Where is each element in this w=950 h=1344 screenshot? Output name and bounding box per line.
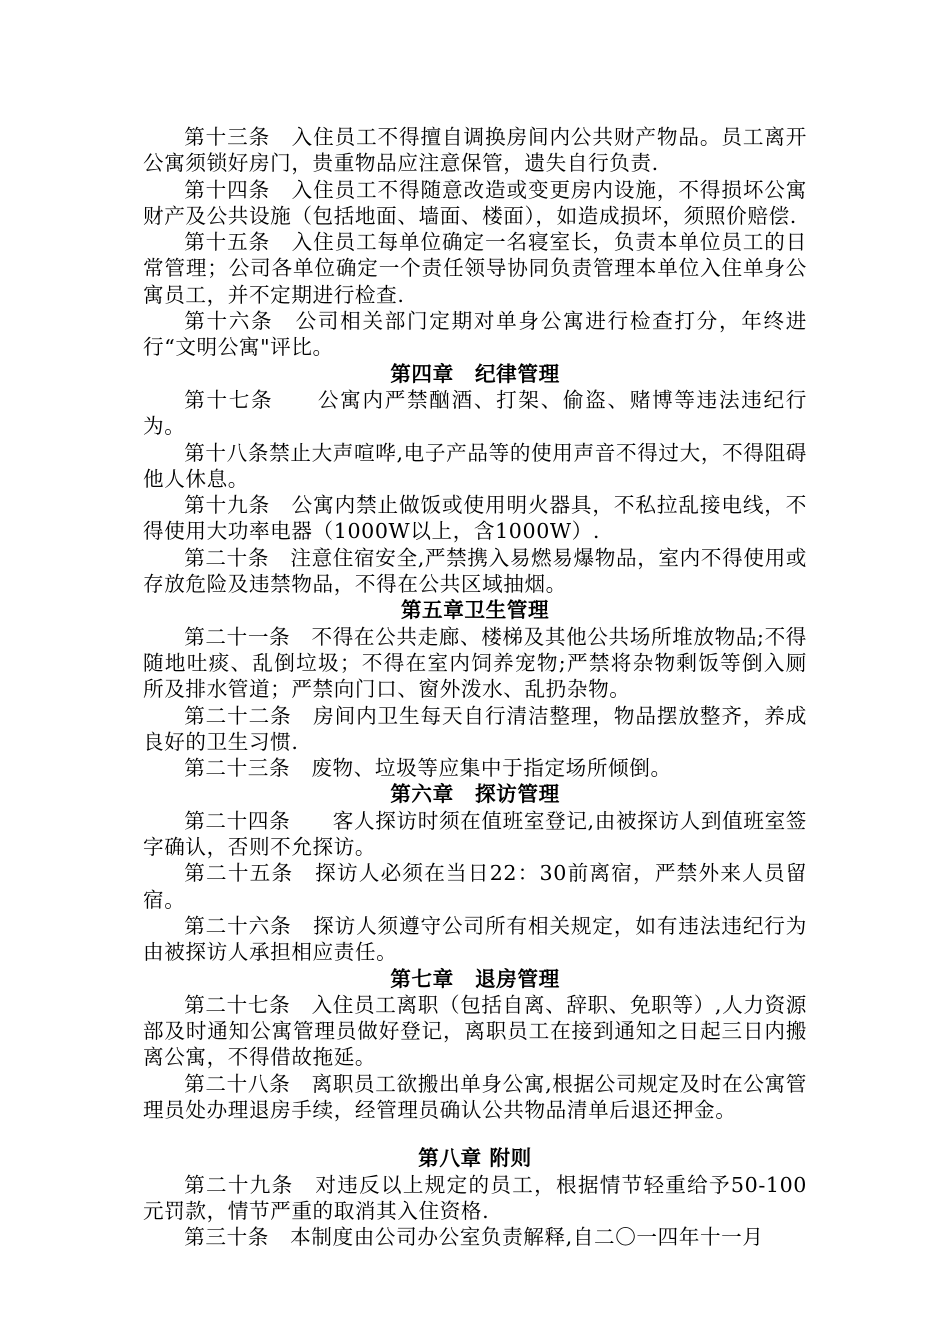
chapter-heading: 第四章 纪律管理 [390, 361, 560, 386]
article-paragraph: 第二十九条 对违反以上规定的员工，根据情节轻重给予50-100元罚款，情节严重的取消其入住资格. [143, 1172, 807, 1223]
article-paragraph: 第二十条 注意住宿安全,严禁携入易燃易爆物品，室内不得使用或存放危险及违禁物品，不得在公共区域抽烟。 [143, 545, 807, 597]
article-paragraph: 第二十三条 废物、垃圾等应集中于指定场所倾倒。 [184, 756, 672, 781]
article-paragraph: 第十五条 入住员工每单位确定一名寝室长，负责本单位员工的日常管理；公司各单位确定一个责任领导协同负责管理本单位入住单身公寓员工，并不定期进行检查. [143, 230, 807, 307]
chapter-heading: 第五章卫生管理 [400, 598, 550, 623]
article-paragraph: 第十六条 公司相关部门定期对单身公寓进行检查打分，年终进行“文明公寓"评比。 [143, 309, 807, 360]
document-body [143, 124, 807, 1250]
section-spacer [143, 1123, 807, 1145]
article-paragraph: 第二十七条 入住员工离职（包括自离、辞职、免职等）,人力资源部及时通知公寓管理员做好登记，离职员工在接到通知之日起三日内搬离公寓，不得借故拖延。 [143, 992, 807, 1070]
chapter-heading: 第六章 探访管理 [390, 782, 560, 807]
article-paragraph: 第三十条 本制度由公司办公室负责解释,自二〇一四年十一月 [184, 1225, 764, 1250]
chapter-heading: 第七章 退房管理 [390, 966, 560, 991]
article-paragraph: 第二十一条 不得在公共走廊、楼梯及其他公共场所堆放物品;不得随地吐痰、乱倒垃圾；不得在室内饲养宠物;严禁将杂物剩饭等倒入厕所及排水管道；严禁向门口、窗外泼水、乱扔杂物。 [143, 624, 807, 702]
chapter-heading: 第八章 附则 [418, 1146, 532, 1171]
article-paragraph: 第二十二条 房间内卫生每天自行清洁整理，物品摆放整齐，养成良好的卫生习惯. [143, 703, 807, 754]
article-paragraph: 第二十六条 探访人须遵守公司所有相关规定，如有违法违纪行为由被探访人承担相应责任。 [143, 913, 807, 965]
article-paragraph: 第十九条 公寓内禁止做饭或使用明火器具，不私拉乱接电线，不得使用大功率电器（1000W以上，含1000W）. [143, 493, 807, 544]
article-paragraph: 第二十八条 离职员工欲搬出单身公寓,根据公司规定及时在公寓管理员处办理退房手续，经管理员确认公共物品清单后退还押金。 [143, 1071, 807, 1122]
article-paragraph: 第十七条 公寓内严禁酗酒、打架、偷盗、赌博等违法违纪行为。 [143, 387, 807, 439]
article-paragraph: 第十八条禁止大声喧哗,电子产品等的使用声音不得过大，不得阻碍他人休息。 [143, 440, 807, 491]
article-paragraph: 第二十五条 探访人必须在当日22：30前离宿，严禁外来人员留宿。 [143, 861, 807, 912]
article-paragraph: 第二十四条 客人探访时须在值班室登记,由被探访人到值班室签字确认，否则不允探访。 [143, 808, 807, 860]
article-paragraph: 第十三条 入住员工不得擅自调换房间内公共财产物品。员工离开公寓须锁好房门，贵重物品应注意保管，遗失自行负责. [143, 125, 807, 176]
article-paragraph: 第十四条 入住员工不得随意改造或变更房内设施，不得损坏公寓财产及公共设施（包括地面、墙面、楼面），如造成损坏，须照价赔偿. [143, 177, 807, 228]
